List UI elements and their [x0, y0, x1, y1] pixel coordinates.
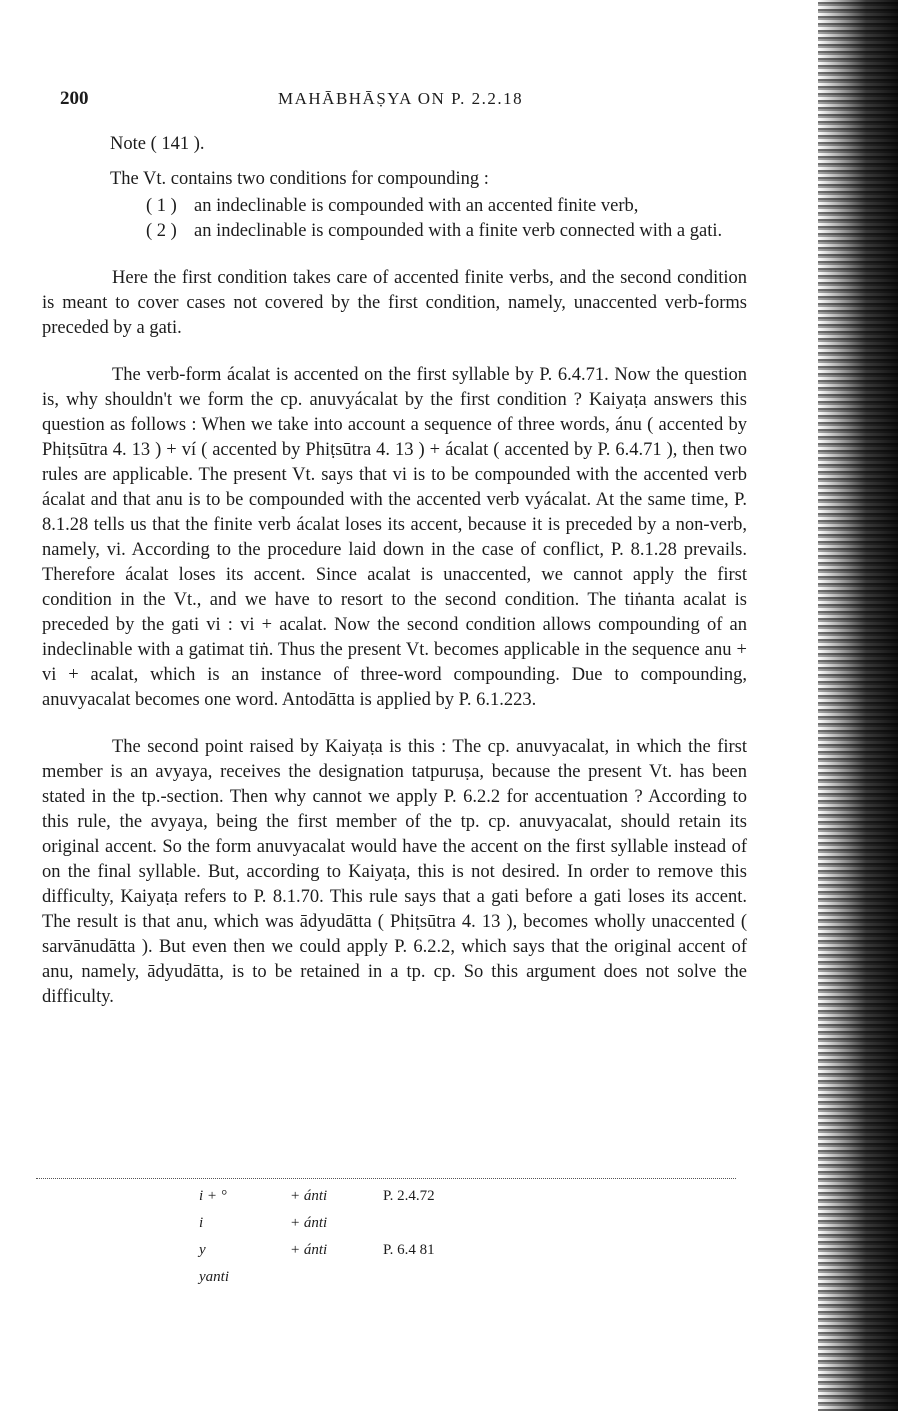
derivation-form: yanti: [199, 1269, 229, 1285]
footnote-divider: [36, 1178, 736, 1179]
body-text: [42, 132, 747, 1010]
note-lead: The Vt. contains two conditions for compounding :: [110, 169, 489, 189]
condition-item: [42, 219, 747, 244]
page-number: 200: [60, 88, 89, 109]
scanned-page-edge: [818, 0, 898, 1411]
derivation-ending: + ánti: [290, 1242, 328, 1258]
derivation-ending: + ánti: [290, 1188, 328, 1204]
running-head: MAHĀBHĀṢYA ON P. 2.2.18: [278, 89, 524, 108]
paragraph: The verb-form ácalat is accented on the first syllable by P. 6.4.71. Now the question is, why shouldn't we form the cp. anuvyácalat by the first condition ? Kaiyaṭa answers this question as follows : When we take into account a sequence of three words, ánu ( accented by Phiṭsūtra 4. 13 ) + ví ( accented by Phiṭsūtra 4. 13 ) + ácalat ( accented by P. 6.4.71 ), then two rules are applicable. The present Vt. says that vi is to be compounded with the accented verb ácalat and that anu is to be compounded with the accented verb vyácalat. At the same time, P. 8.1.28 tells us that the finite verb ácalat loses its accent, because it is preceded by a non-verb, namely, vi. According to the procedure laid down in the case of conflict, P. 8.1.28 prevails. Therefore ácalat loses its accent. Since acalat is unaccented, we cannot apply the first condition in the Vt., and we have to resort to the second condition. The tiṅanta acalat is preceded by the gati vi : vi + acalat. Now the second condition allows compounding of an indeclinable with a gatimat tiṅ. Thus the present Vt. becomes applicable in the sequence anu + vi + acalat, which is an instance of three-word compounding. Due to compounding, anuvyacalat becomes one word. Antodātta is applied by P. 6.1.223.: [42, 365, 747, 710]
derivation-rule: P. 2.4.72: [383, 1188, 435, 1204]
derivation-rule: P. 6.4 81: [383, 1242, 435, 1258]
derivation-ending: + ánti: [290, 1215, 328, 1231]
page-header: [60, 88, 760, 118]
condition-item: [42, 194, 747, 219]
condition-text: an indeclinable is compounded with an accented finite verb,: [194, 196, 639, 216]
derivation-form: i + °: [199, 1188, 227, 1204]
paragraph: Here the first condition takes care of accented finite verbs, and the second condition is meant to cover cases not covered by the first condition, namely, unaccented verb-forms preceded by a gati.: [42, 268, 747, 338]
derivation-form: y: [199, 1242, 206, 1258]
note-title: Note ( 141 ).: [110, 134, 205, 154]
condition-number: ( 2 ): [146, 221, 177, 241]
paragraph: The second point raised by Kaiyaṭa is this : The cp. anuvyacalat, in which the first member is an avyaya, receives the designation tatpuruṣa, because the present Vt. has been stated in the tp.-section. Then why cannot we apply P. 6.2.2 for accentuation ? According to this rule, the avyaya, being the first member of the tp. cp. anuvyacalat, should retain its original accent. So the form anuvyacalat would have the accent on the first syllable instead of on the final syllable. But, according to Kaiyaṭa, this is not desired. In order to remove this difficulty, Kaiyaṭa refers to P. 8.1.70. This rule says that a gati before a gati loses its accent. The result is that anu, which was ādyudātta ( Phiṭsūtra 4. 13 ), becomes wholly unaccented ( sarvānudātta ). But even then we could apply P. 6.2.2, which says that the original accent of anu, namely, ādyudātta, is to be retained in a tp. cp. So this argument does not solve the difficulty.: [42, 737, 747, 1007]
condition-text: an indeclinable is compounded with a finite verb connected with a gati.: [194, 221, 723, 241]
derivation-form: i: [199, 1215, 204, 1231]
condition-number: ( 1 ): [146, 196, 177, 216]
